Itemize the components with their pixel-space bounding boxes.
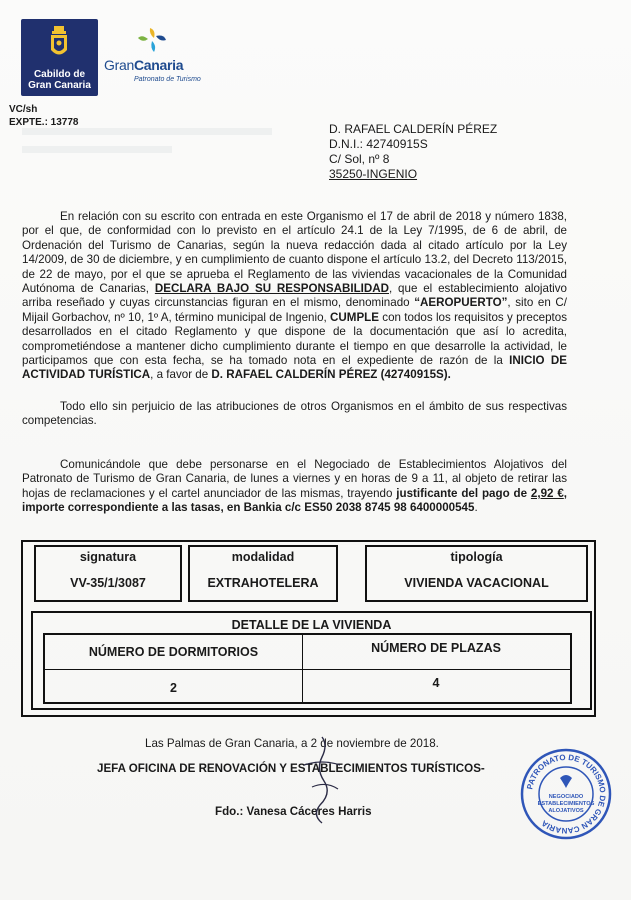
dormitorios-value: 2 bbox=[170, 681, 177, 695]
grid-divider-horizontal bbox=[45, 669, 570, 670]
stamp-emblem-icon bbox=[560, 775, 572, 788]
p3-amount: 2,92 € bbox=[530, 486, 564, 500]
modalidad-label: modalidad bbox=[231, 550, 295, 564]
gc-word-2: Canaria bbox=[133, 57, 184, 73]
addressee-street: C/ Sol, nº 8 bbox=[329, 152, 390, 166]
paragraph-1 bbox=[22, 210, 567, 383]
detail-box bbox=[31, 611, 592, 710]
crest-icon bbox=[49, 26, 69, 60]
stamp-center-3: ALOJATIVOS bbox=[548, 808, 584, 814]
p3-justificante: justificante del pago de bbox=[396, 486, 528, 500]
addressee-block bbox=[329, 122, 497, 182]
p1-part-a: En relación con su escrito con entrada en este Organismo el 17 de abril de 2018 y número 1838, por el que, de conformidad con lo previsto en el artículo 24.1 de la Ley 7/1995, de 6 de abril, de Ordenación del Turismo de Canarias, según la nueva redacción dada al citado artículo por la Ley 14/2009, de 30 de diciembre, y en cumplimiento de cuanto dispone el artículo 13.2, del Decreto 113/2015, de 22 de mayo, por el que se aprueba el Reglamento de las viviendas vacacionales de la Comunidad Autónoma de Canarias, bbox=[22, 210, 567, 296]
paragraph-3 bbox=[22, 458, 567, 516]
stamp-ring-text: PATRONATO DE TURISMO DE GRAN CANARIA bbox=[525, 752, 608, 836]
official-stamp bbox=[520, 748, 612, 840]
signatura-box bbox=[34, 545, 182, 602]
p1-cumple: CUMPLE bbox=[330, 310, 379, 324]
bleed-through bbox=[22, 122, 322, 162]
gran-canaria-mark-icon bbox=[136, 26, 168, 54]
plazas-label: NÚMERO DE PLAZAS bbox=[371, 641, 501, 655]
handwritten-signature bbox=[282, 735, 362, 825]
paragraph-2: Todo ello sin perjuicio de las atribuciones de otros Organismos en el ámbito de sus respectivas competencias. bbox=[22, 400, 567, 428]
p1-part-e: , a favor de bbox=[150, 368, 212, 382]
gran-canaria-logo bbox=[104, 24, 204, 94]
modalidad-box bbox=[188, 545, 338, 602]
bleed-through-marks bbox=[22, 122, 582, 162]
p3-part-a: Comunicándole que debe personarse en el Negociado de Establecimientos Alojativos del Patronato de Turismo de Gran Canaria, de lunes a viernes y en horas de 9 a 11, al objeto de retirar las hojas de reclamaciones y el cartel anunciador de las mismas, trayendo bbox=[22, 458, 567, 500]
cabildo-text-2: Gran Canaria bbox=[28, 80, 91, 91]
detail-title: DETALLE DE LA VIVIENDA bbox=[231, 618, 392, 632]
p1-titular: D. RAFAEL CALDERÍN PÉREZ (42740915S). bbox=[211, 368, 451, 382]
stamp-center-1: NEGOCIADO bbox=[548, 794, 584, 800]
gran-canaria-sub: Patronato de Turismo bbox=[134, 76, 201, 83]
addressee-dni: D.N.I.: 42740915S bbox=[329, 137, 428, 151]
signatory-name: Fdo.: Vanesa Cáceres Harris bbox=[215, 805, 372, 818]
tipologia-label: tipología bbox=[450, 550, 503, 564]
p1-declara: DECLARA BAJO SU RESPONSABILIDAD bbox=[154, 282, 389, 296]
stamp-center-2: ESTABLECIMIENTOS bbox=[537, 801, 595, 807]
p1-establishment-name: “AEROPUERTO” bbox=[414, 296, 508, 310]
p1-part-d: con todos los requisitos y preceptos desarrollados en el citado Reglamento y que dispone de la documentación que así lo acredita, comprometiéndose a mantener dicho cumplimiento durante el tiempo en que desarrolle la actividad, le participamos que con esta fecha, se ha tomado nota en el expediente de razón de la bbox=[22, 310, 567, 368]
p1-part-c: , sito en C/ Mijail Gorbachov, nº 10, 1º A, término municipal de Ingenio, bbox=[22, 296, 567, 324]
p1-inicio: INICIO DE ACTIVIDAD TURÍSTICA bbox=[22, 354, 567, 382]
signatura-label: signatura bbox=[79, 550, 137, 564]
p3-end: . bbox=[474, 501, 478, 515]
cabildo-text-1: Cabildo de bbox=[33, 69, 86, 80]
addressee-name: D. RAFAEL CALDERÍN PÉREZ bbox=[329, 122, 498, 136]
cabildo-logo bbox=[21, 19, 98, 96]
signatura-value: VV-35/1/3087 bbox=[70, 576, 146, 590]
gran-canaria-wordmark bbox=[104, 57, 183, 73]
p3-part-b: , importe correspondiente a las tasas, en Bankia c/c ES50 2038 8745 98 6400000545 bbox=[22, 486, 568, 515]
tipologia-value: VIVIENDA VACACIONAL bbox=[404, 576, 549, 590]
date-line: Las Palmas de Gran Canaria, a 2 de noviembre de 2018. bbox=[145, 737, 439, 750]
ref-expediente: EXPTE.: 13778 bbox=[9, 117, 79, 128]
p1-part-b: , que el establecimiento alojativo arriba reseñado y cuyas circunstancias figuran en el mismo, denominado bbox=[22, 282, 567, 310]
modalidad-value: EXTRAHOTELERA bbox=[207, 576, 319, 590]
dormitorios-label: NÚMERO DE DORMITORIOS bbox=[88, 645, 259, 659]
detail-grid bbox=[43, 633, 572, 704]
tipologia-box bbox=[365, 545, 588, 602]
signatory-position: JEFA OFICINA DE RENOVACIÓN Y ESTABLECIMIENTOS TURÍSTICOS- bbox=[97, 762, 485, 775]
ref-initials: VC/sh bbox=[9, 104, 38, 115]
addressee-city: 35250-INGENIO bbox=[329, 167, 418, 181]
plazas-value: 4 bbox=[432, 676, 440, 690]
gc-word-1: Gran bbox=[104, 57, 134, 73]
